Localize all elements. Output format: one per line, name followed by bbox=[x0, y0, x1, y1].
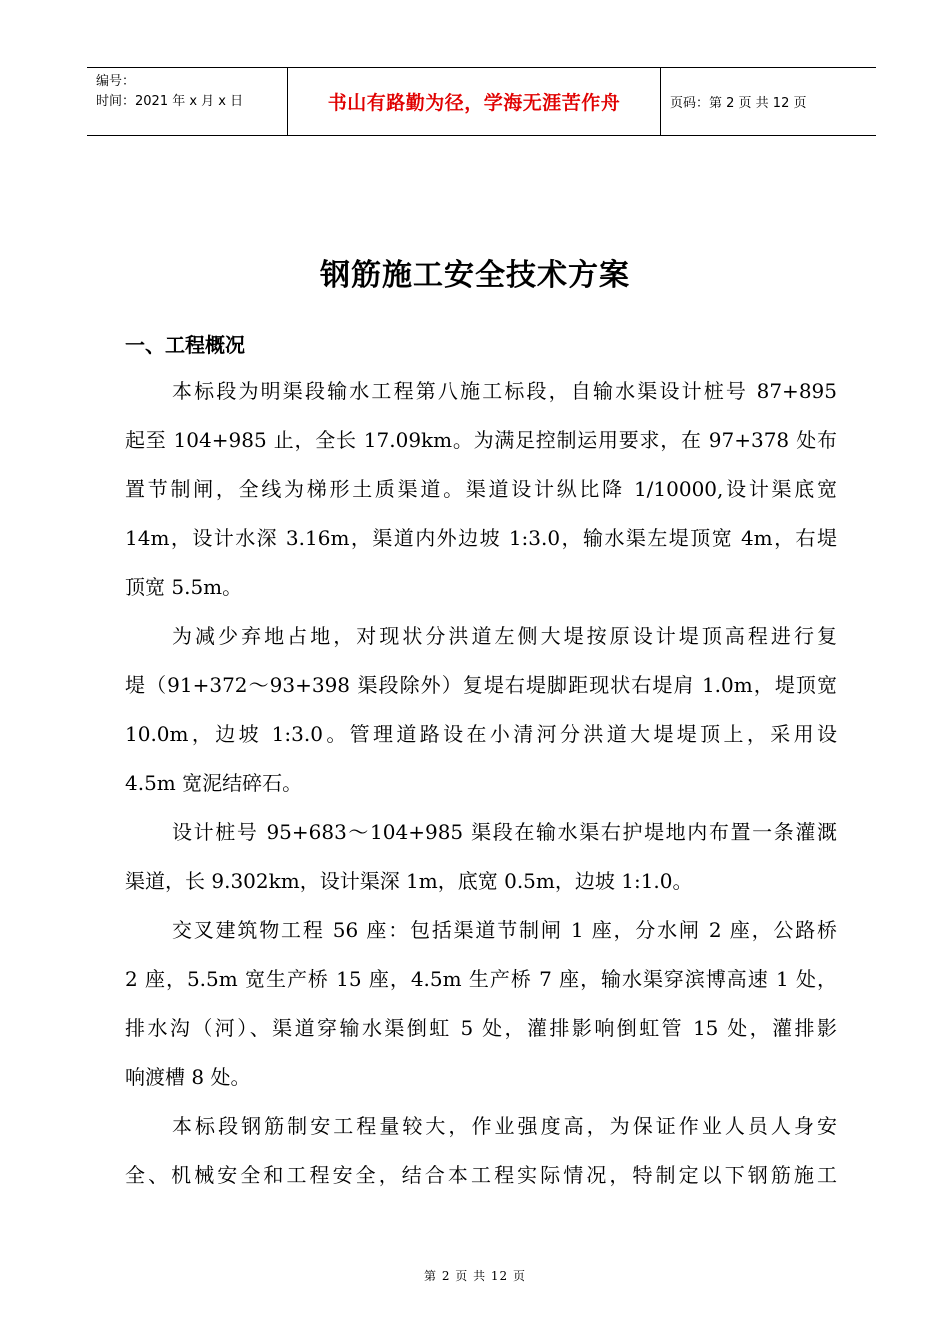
paragraph-line: 堤（91+372～93+398 渠段除外）复堤右堤脚距现状右堤肩 1.0m，堤顶宽 bbox=[125, 673, 837, 697]
paragraph bbox=[125, 1102, 837, 1200]
paragraph-line: 置节制闸，全线为梯形土质渠道。渠道设计纵比降 1/10000,设计渠底宽 bbox=[125, 477, 837, 501]
paragraph bbox=[125, 612, 837, 808]
paragraph-line: 响渡槽 8 处。 bbox=[125, 1065, 251, 1089]
paragraph bbox=[125, 906, 837, 1102]
paragraph-line: 设计桩号 95+683～104+985 渠段在输水渠右护堤地内布置一条灌溉 bbox=[172, 820, 837, 844]
paragraph-line: 为减少弃地占地，对现状分洪道左侧大堤按原设计堤顶高程进行复 bbox=[172, 624, 837, 648]
header-page-cell bbox=[661, 68, 876, 135]
header-motto: 书山有路勤为径，学海无涯苦作舟 bbox=[327, 92, 621, 114]
page-header bbox=[87, 67, 876, 136]
paragraph-line: 交叉建筑物工程 56 座：包括渠道节制闸 1 座，分水闸 2 座，公路桥 bbox=[172, 918, 837, 942]
section-heading: 一、工程概况 bbox=[125, 333, 245, 357]
paragraph-line: 10.0m，边坡 1:3.0。管理道路设在小清河分洪道大堤堤顶上，采用设 bbox=[125, 722, 837, 746]
paragraph-line: 顶宽 5.5m。 bbox=[125, 575, 243, 599]
page-footer: 第 2 页 共 12 页 bbox=[424, 1269, 526, 1283]
paragraph-line: 2 座，5.5m 宽生产桥 15 座，4.5m 生产桥 7 座，输水渠穿滨博高速 1 处， bbox=[125, 967, 837, 991]
document-time-label: 时间：2021 年 x 月 x 日 bbox=[96, 94, 244, 109]
document-title: 钢筋施工安全技术方案 bbox=[320, 258, 630, 293]
paragraph-line: 4.5m 宽泥结碎石。 bbox=[125, 771, 303, 795]
document-body bbox=[125, 367, 837, 1200]
paragraph-line: 渠道，长 9.302km，设计渠深 1m，底宽 0.5m，边坡 1:1.0。 bbox=[125, 869, 693, 893]
paragraph bbox=[125, 367, 837, 612]
document-number-label: 编号： bbox=[96, 74, 136, 89]
paragraph-line: 本标段为明渠段输水工程第八施工标段，自输水渠设计桩号 87+895 bbox=[172, 379, 837, 403]
paragraph-line: 全、机械安全和工程安全，结合本工程实际情况，特制定以下钢筋施工 bbox=[125, 1163, 837, 1187]
paragraph-line: 起至 104+985 止，全长 17.09km。为满足控制运用要求，在 97+378 处布 bbox=[125, 428, 837, 452]
paragraph-line: 排水沟（河）、渠道穿输水渠倒虹 5 处，灌排影响倒虹管 15 处，灌排影 bbox=[125, 1016, 837, 1040]
header-meta-cell bbox=[87, 68, 288, 135]
header-motto-cell bbox=[288, 68, 661, 135]
header-page-code: 页码：第 2 页 共 12 页 bbox=[670, 96, 807, 111]
paragraph-line: 本标段钢筋制安工程量较大，作业强度高，为保证作业人员人身安 bbox=[172, 1114, 837, 1138]
paragraph-line: 14m，设计水深 3.16m，渠道内外边坡 1:3.0，输水渠左堤顶宽 4m，右堤 bbox=[125, 526, 837, 550]
paragraph bbox=[125, 808, 837, 906]
